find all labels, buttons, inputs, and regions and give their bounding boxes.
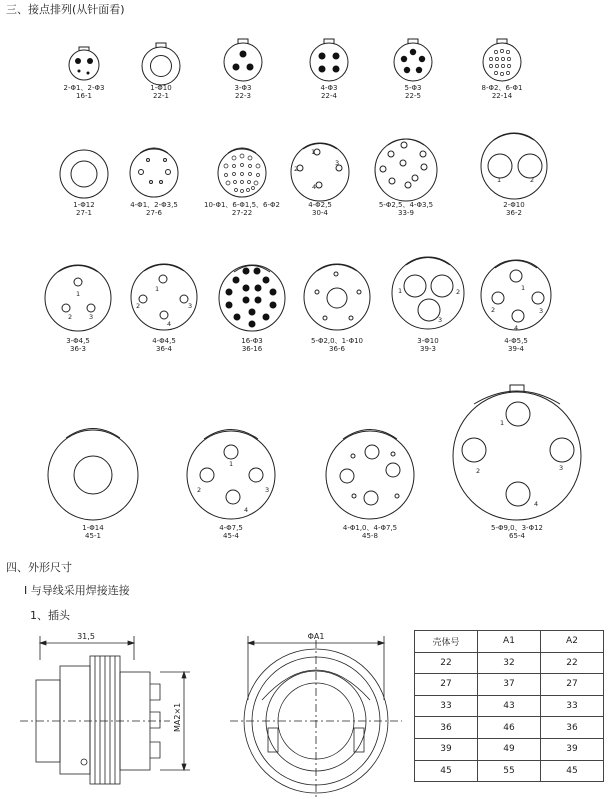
cell-shell: 39 (415, 738, 478, 760)
connector-39-4 (481, 260, 551, 332)
connector-22-1 (142, 43, 180, 85)
connector-33-9 (375, 139, 437, 201)
connector-65-4 (453, 385, 581, 520)
cell-a2: 22 (541, 652, 604, 674)
connector-spec-label: 10-Φ1、6-Φ1,5、6-Φ2 (204, 201, 280, 209)
connector-labels (64, 84, 543, 540)
cell-a2: 45 (541, 760, 604, 782)
svg-text:2: 2 (491, 306, 496, 314)
connector-spec-label: 16-Φ3 (241, 337, 263, 345)
svg-text:4: 4 (167, 320, 172, 328)
connector-spec-label: 4-Φ1,0、4-Φ7,5 (342, 524, 398, 532)
connector-code-label: 22-14 (491, 92, 513, 100)
connector-code-label: 22-5 (405, 92, 421, 100)
svg-text:4: 4 (534, 500, 539, 508)
connector-code-label: 27-22 (231, 209, 253, 217)
connector-code-label: 39-4 (508, 345, 524, 353)
header-shell: 壳体号 (415, 631, 478, 653)
svg-text:1: 1 (398, 287, 403, 295)
cell-a2: 36 (541, 717, 604, 739)
connector-22-4 (310, 39, 348, 81)
svg-text:3: 3 (89, 313, 94, 321)
table-row (415, 738, 604, 760)
plug-front-drawing (230, 636, 402, 799)
svg-text:4: 4 (514, 324, 519, 332)
connector-code-label: 36-6 (329, 345, 345, 353)
cell-shell: 45 (415, 760, 478, 782)
cell-a1: 43 (478, 695, 541, 717)
thread-dimension: MA2×1 (173, 702, 182, 732)
connector-code-label: 36-3 (70, 345, 86, 353)
svg-text:1: 1 (521, 284, 526, 292)
cell-a1: 32 (478, 652, 541, 674)
connector-code-label: 22-1 (153, 92, 169, 100)
connector-code-label: 33-9 (398, 209, 414, 217)
connector-36-4 (131, 264, 197, 330)
shell-size-table (414, 630, 604, 782)
connector-22-3 (224, 39, 262, 81)
section-3-title: 三、接点排列(从针面看) (6, 3, 125, 16)
connector-code-label: 36-2 (506, 209, 522, 217)
connector-spec-label: 5-Φ3 (404, 84, 422, 92)
svg-text:1: 1 (76, 290, 81, 298)
svg-text:3: 3 (559, 464, 564, 472)
subsection-1-title: I 与导线采用焊接连接 (24, 584, 130, 597)
table-row (415, 760, 604, 782)
connector-16-1 (69, 47, 99, 80)
connector-spec-label: 2-Φ10 (503, 201, 525, 209)
connector-spec-label: 3-Φ4,5 (66, 337, 90, 345)
svg-text:2: 2 (456, 288, 461, 296)
connector-spec-label: 1-Φ14 (82, 524, 104, 532)
connector-spec-label: 4-Φ2,5 (308, 201, 332, 209)
connector-spec-label: 4-Φ4,5 (152, 337, 176, 345)
connector-45-4 (187, 430, 275, 520)
svg-text:1: 1 (497, 176, 502, 184)
connector-27-22 (218, 148, 266, 197)
cell-a1: 55 (478, 760, 541, 782)
svg-text:3: 3 (188, 302, 193, 310)
cell-shell: 27 (415, 674, 478, 696)
connector-27-6 (130, 148, 178, 197)
table-row (415, 717, 604, 739)
connector-spec-label: 5-Φ9,0、3-Φ12 (490, 524, 544, 532)
svg-text:1: 1 (311, 148, 316, 156)
connector-code-label: 45-4 (223, 532, 239, 540)
connector-code-label: 45-1 (85, 532, 101, 540)
connector-spec-label: 8-Φ2、6-Φ1 (481, 84, 523, 92)
table-row (415, 674, 604, 696)
connector-36-2 (481, 133, 547, 199)
header-a2: A2 (541, 631, 604, 653)
svg-text:1: 1 (500, 419, 505, 427)
svg-text:3: 3 (265, 486, 270, 494)
connector-36-3 (45, 265, 111, 331)
svg-text:2: 2 (530, 176, 535, 184)
svg-text:2: 2 (294, 165, 299, 173)
connector-spec-label: 2-Φ1、2-Φ3 (63, 84, 105, 92)
cell-shell: 33 (415, 695, 478, 717)
table-header-row (415, 631, 604, 653)
connector-22-5 (394, 39, 432, 81)
connector-code-label: 65-4 (509, 532, 525, 540)
svg-text:3: 3 (335, 159, 340, 167)
svg-text:4: 4 (312, 183, 317, 191)
svg-text:2: 2 (476, 467, 481, 475)
connector-code-label: 36-16 (241, 345, 263, 353)
connector-45-1 (48, 429, 138, 521)
cell-a2: 27 (541, 674, 604, 696)
connector-22-14 (483, 39, 521, 81)
cell-shell: 22 (415, 652, 478, 674)
connector-spec-label: 4-Φ5,5 (504, 337, 528, 345)
connector-spec-label: 5-Φ2,0、1-Φ10 (310, 337, 364, 345)
connector-code-label: 45-8 (362, 532, 378, 540)
connector-39-3 (392, 257, 464, 329)
svg-text:2: 2 (136, 302, 141, 310)
item-1-title: 1、插头 (30, 609, 70, 622)
connector-spec-label: 1-Φ12 (73, 201, 95, 209)
connector-code-label: 16-1 (76, 92, 92, 100)
svg-text:3: 3 (438, 316, 443, 324)
connector-spec-label: 5-Φ2,5、4-Φ3,5 (378, 201, 434, 209)
connector-code-label: 27-1 (76, 209, 92, 217)
connector-code-label: 39-3 (420, 345, 436, 353)
table-row (415, 695, 604, 717)
svg-text:1: 1 (155, 285, 160, 293)
length-dimension: 31,5 (77, 632, 95, 641)
diameter-dimension: ΦA1 (307, 632, 325, 641)
section-4-title: 四、外形尺寸 (6, 561, 72, 574)
svg-text:3: 3 (539, 307, 544, 315)
cell-a1: 37 (478, 674, 541, 696)
connector-spec-label: 4-Φ1、2-Φ3,5 (130, 201, 178, 209)
connector-code-label: 22-3 (235, 92, 251, 100)
connector-code-label: 36-4 (156, 345, 172, 353)
connector-36-6 (304, 264, 370, 330)
plug-side-drawing (20, 636, 190, 784)
cell-shell: 36 (415, 717, 478, 739)
cell-a2: 39 (541, 738, 604, 760)
cell-a1: 46 (478, 717, 541, 739)
cell-a2: 33 (541, 695, 604, 717)
connector-30-4 (291, 143, 349, 201)
svg-text:4: 4 (244, 506, 249, 514)
header-a1: A1 (478, 631, 541, 653)
connector-spec-label: 1-Φ10 (150, 84, 172, 92)
svg-text:1: 1 (229, 460, 234, 468)
connector-36-16 (219, 265, 285, 331)
svg-text:2: 2 (68, 313, 73, 321)
connector-code-label: 30-4 (312, 209, 328, 217)
connector-spec-label: 4-Φ3 (320, 84, 338, 92)
connector-spec-label: 4-Φ7,5 (219, 524, 243, 532)
connector-code-label: 22-4 (321, 92, 337, 100)
connector-45-8 (326, 430, 414, 520)
connector-spec-label: 3-Φ10 (417, 337, 439, 345)
cell-a1: 49 (478, 738, 541, 760)
connector-code-label: 27-6 (146, 209, 162, 217)
svg-text:2: 2 (197, 486, 202, 494)
table-row (415, 652, 604, 674)
connector-spec-label: 3-Φ3 (234, 84, 252, 92)
connector-27-1 (60, 150, 108, 198)
